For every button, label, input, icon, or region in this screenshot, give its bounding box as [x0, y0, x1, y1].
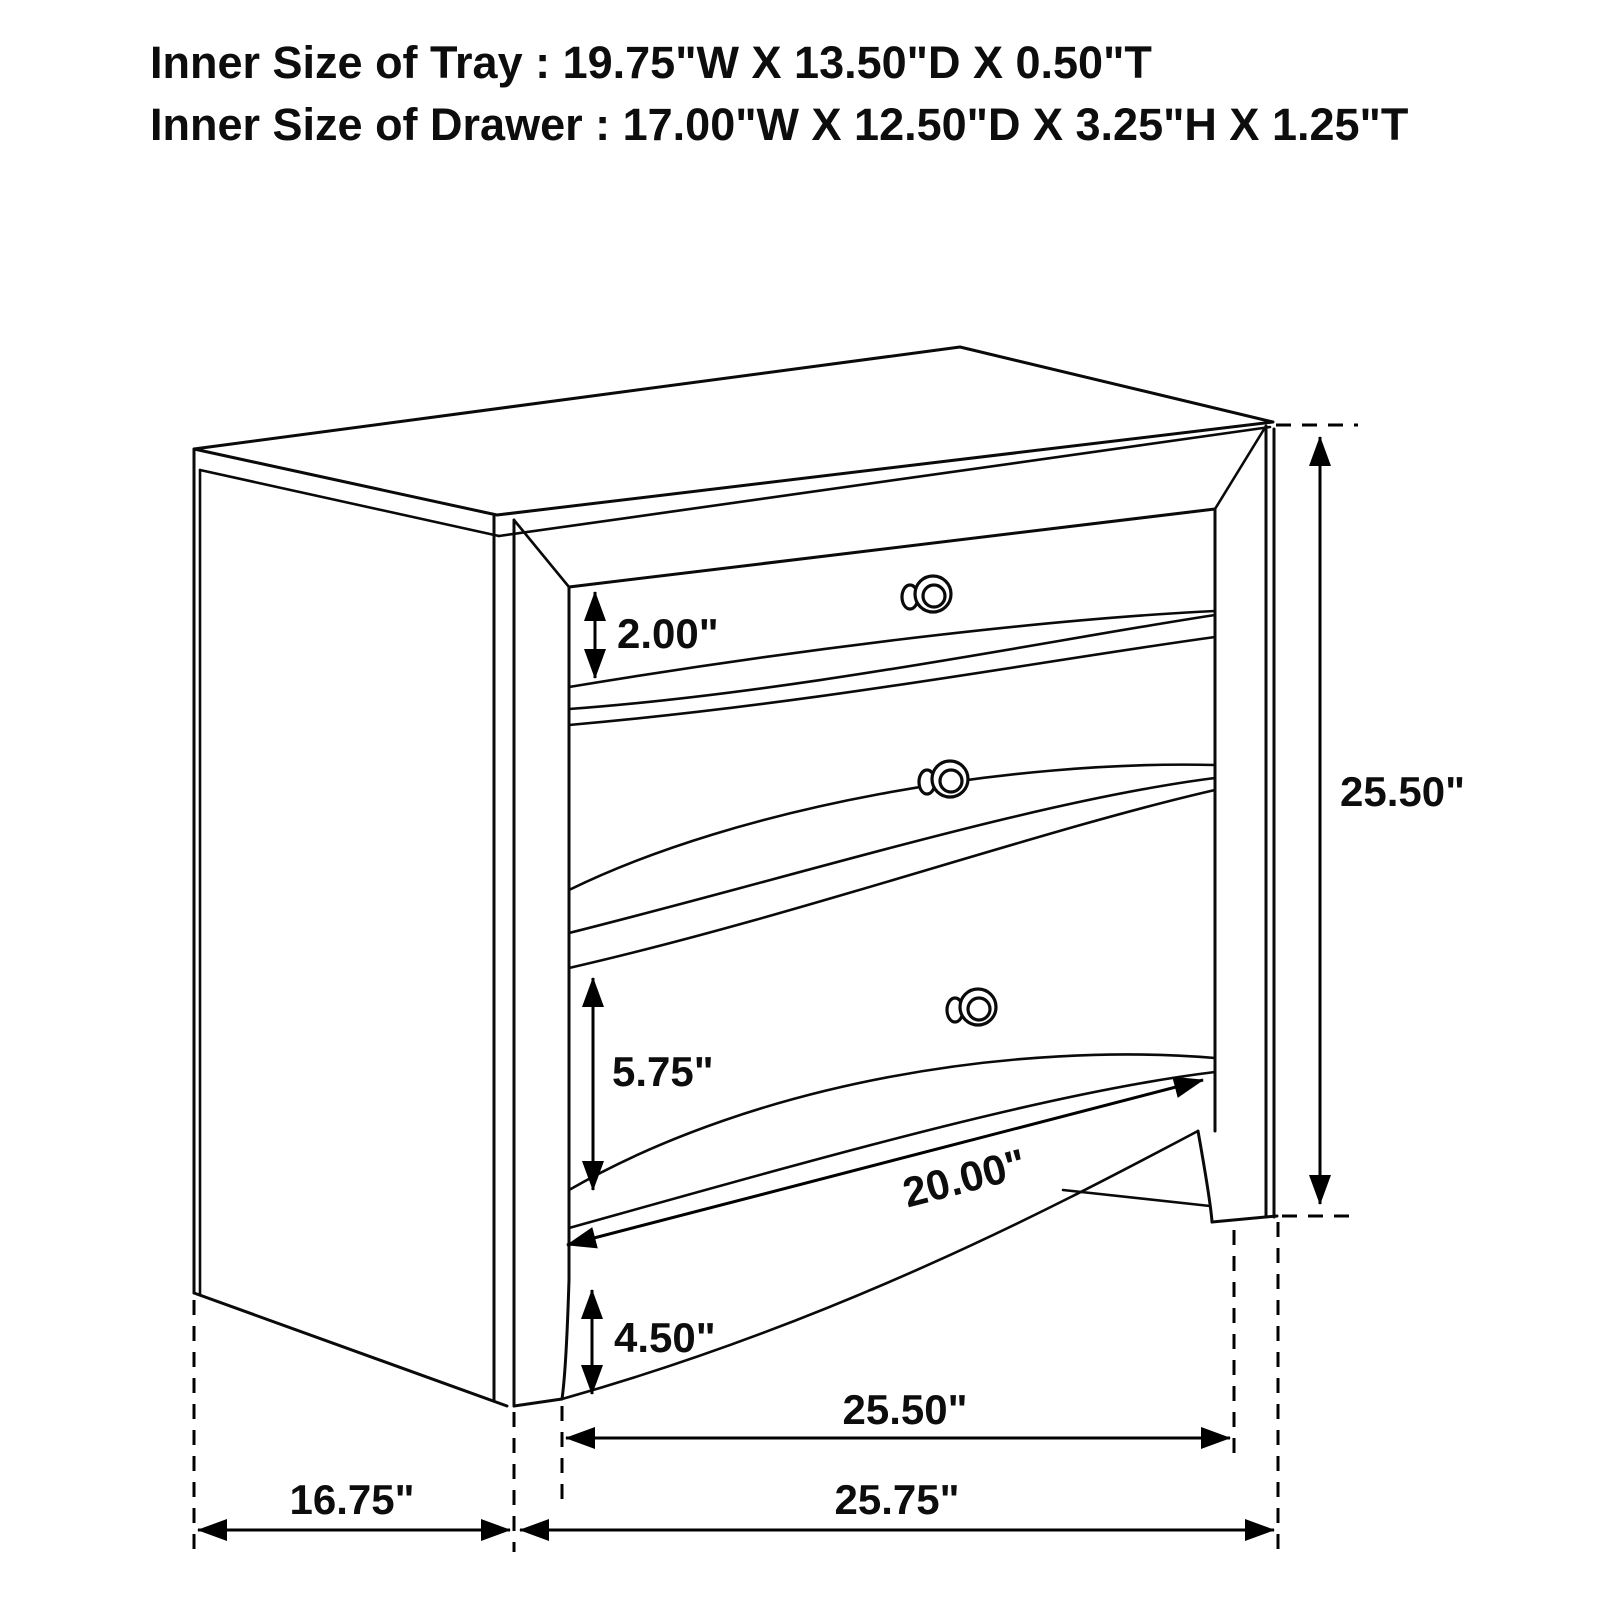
side-panel-bottom-edge	[194, 1293, 507, 1406]
dim-label-front-width: 25.50"	[842, 1386, 968, 1433]
dim-label-overall-width: 25.75"	[834, 1476, 960, 1523]
dim-label-bottom-drawer-height: 5.75"	[612, 1048, 714, 1095]
drawer-knob-3	[947, 989, 996, 1025]
dim-label-leg-clearance: 4.50"	[614, 1314, 716, 1361]
handle-cutout-3-lower	[569, 1072, 1215, 1228]
dim-arrow-drawer-opening-width	[567, 1080, 1203, 1245]
header-line-1: Inner Size of Tray : 19.75"W X 13.50"D X 0.50"T	[150, 37, 1152, 88]
right-leg-inner-edge	[1198, 1131, 1212, 1222]
top-surface	[194, 347, 1273, 515]
nightstand-drawing	[194, 347, 1277, 1406]
right-leg-bottom-edge	[1212, 1216, 1277, 1222]
dim-label-side-depth: 16.75"	[289, 1476, 415, 1523]
header-line-2: Inner Size of Drawer : 17.00"W X 12.50"D X 3.25"H X 1.25"T	[150, 99, 1409, 150]
front-bottom-left-edge	[514, 1399, 562, 1406]
dim-label-overall-height: 25.50"	[1340, 768, 1466, 815]
handle-cutout-2-upper	[569, 765, 1215, 890]
front-right-miter	[1215, 426, 1266, 509]
drawer-knob-2	[919, 761, 968, 797]
drawer-knob-1	[902, 576, 951, 612]
drawer-1-top-edge	[569, 509, 1215, 587]
right-leg-bracket-line	[1063, 1190, 1210, 1206]
dim-label-top-drawer-height: 2.00"	[617, 610, 719, 657]
dim-label-drawer-opening-width: 20.00"	[897, 1139, 1031, 1217]
drawer-3-top-edge	[569, 790, 1215, 968]
handle-cutout-2-lower	[569, 778, 1215, 933]
